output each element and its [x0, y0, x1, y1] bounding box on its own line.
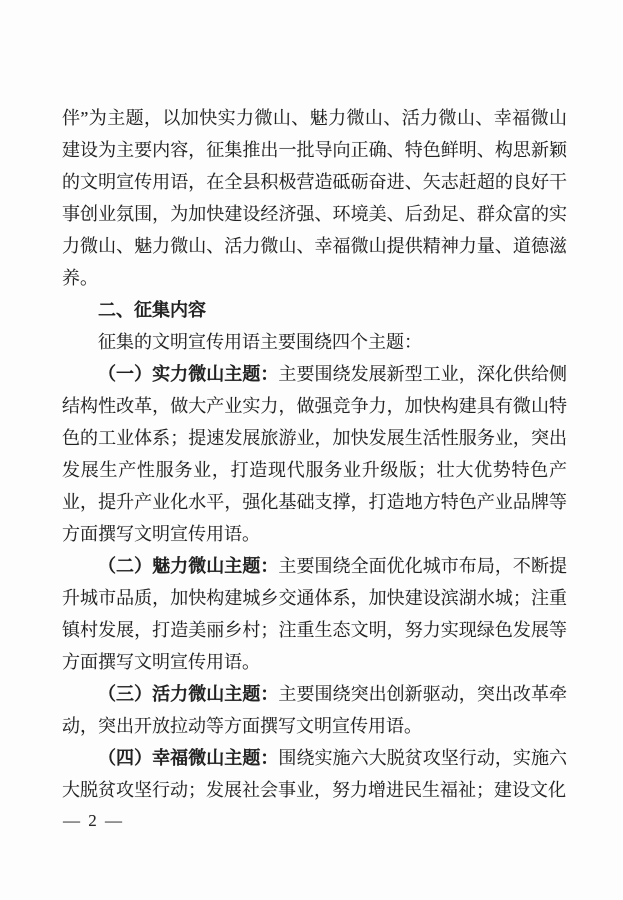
theme-item-4-text: 围绕实施六大脱贫攻坚行动，实施六大脱贫攻坚行动；发展社会事业，努力增进民生福祉；建设文化 — [62, 748, 568, 800]
theme-item-3-lead: （三）活力微山主题： — [98, 684, 279, 704]
document-body — [62, 102, 567, 806]
theme-item-1-text: 主要围绕发展新型工业，深化供给侧结构性改革，做大产业实力，做强竞争力，加快构建具有微山特色的工业体系；提速发展旅游业，加快发展生活性服务业，突出发展生产性服务业，打造现代服务业升级版；壮大优势特色产业，提升产业化水平，强化基础支撑，打造地方特色产业品牌等方面撰写文明宣传用语。 — [62, 364, 568, 544]
theme-item-2 — [62, 550, 567, 678]
theme-item-1-lead: （一）实力微山主题： — [98, 364, 279, 384]
theme-item-3 — [62, 678, 567, 742]
theme-item-2-lead: （二）魅力微山主题： — [98, 556, 279, 576]
theme-item-4-lead: （四）幸福微山主题： — [98, 748, 279, 768]
intro-paragraph: 征集的文明宣传用语主要围绕四个主题： — [98, 332, 422, 352]
page-number: — 2 — — [63, 811, 124, 830]
theme-item-4 — [62, 742, 567, 806]
section-heading: 二、征集内容 — [98, 300, 206, 320]
paragraph-continuation: 伴”为主题，以加快实力微山、魅力微山、活力微山、幸福微山建设为主要内容，征集推出一批导向正确、特色鲜明、构思新颖的文明宣传用语，在全县积极营造砥砺奋进、矢志赶超的良好干事创业氛围，为加快建设经济强、环境美、后劲足、群众富的实力微山、魅力微山、活力微山、幸福微山提供精神力量、道德滋养。 — [62, 108, 567, 288]
theme-item-3-text: 主要围绕突出创新驱动，突出改革牵动，突出开放拉动等方面撰写文明宣传用语。 — [62, 684, 568, 736]
theme-item-1 — [62, 358, 567, 550]
theme-item-2-text: 主要围绕全面优化城市布局，不断提升城市品质，加快构建城乡交通体系，加快建设滨湖水城；注重镇村发展，打造美丽乡村；注重生态文明，努力实现绿色发展等方面撰写文明宣传用语。 — [62, 556, 568, 672]
